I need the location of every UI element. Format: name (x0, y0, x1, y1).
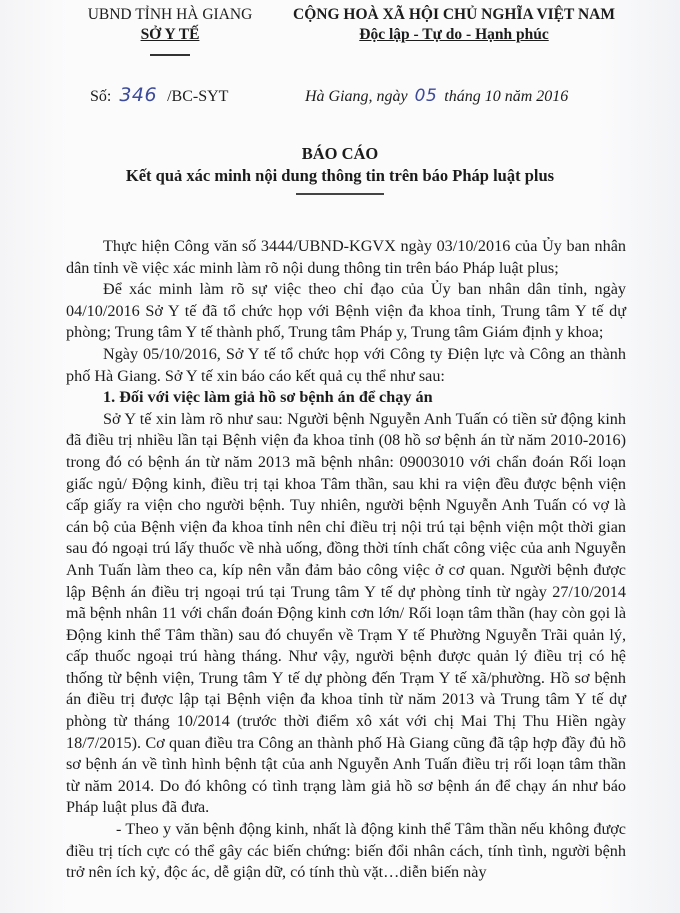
meeting-paragraph-2: Ngày 05/10/2016, Sở Y tế tổ chức họp với Công ty Điện lực và Công an thành phố Hà Giang. Sở Y tế xin báo cáo kết quả cụ thể như sau: (66, 344, 626, 385)
document-number-prefix: Số: (90, 88, 112, 105)
date-place-prefix: Hà Giang, ngày (305, 88, 408, 105)
report-title-block (60, 143, 620, 195)
section-1-paragraph: Sở Y tế xin làm rõ như sau: Người bệnh Nguyễn Anh Tuấn có tiền sử động kinh đã điều trị nhiều lần tại Bệnh viện đa khoa tỉnh (08 hồ sơ bệnh án từ năm 2010-2016) trong đó có bệnh án từ năm 2013 mã bệnh nhân: 09003010 với chẩn đoán Rối loạn giấc ngủ/ Động kinh, điều trị tại khoa Tâm thần, sau khi ra viện đều được bệnh viện cấp giấy ra viện cho người bệnh. Tuy nhiên, người bệnh Nguyễn Anh Tuấn có vợ là cán bộ của Bệnh viện đa khoa tỉnh nên chỉ điều trị nội trú tại bệnh viện một thời gian sau đó ngoại trú lấy thuốc về nhà uống, đồng thời tính chất công việc của anh Nguyễn Anh Tuấn làm theo ca, kíp nên vẫn đảm bảo công việc ở cơ quan. Người bệnh được lập Bệnh án điều trị ngoại trú tại Trung tâm Y tế dự phòng tỉnh từ ngày 27/10/2014 mã bệnh nhân 11 với chẩn đoán Động kinh cơn lớn/ Rối loạn tâm thần (hay còn gọi là Động kinh thể Tâm thần) sau đó chuyển về Trạm Y tế Phường Nguyễn Trãi quản lý, cấp thuốc ngoại trú hàng tháng. Như vậy, người bệnh được quản lý điều trị có hệ thống từ bệnh viện, Trung tâm Y tế dự phòng đến Trạm Y tế xã/phường. Hồ sơ bệnh án điều trị được lập tại Bệnh viện đa khoa tỉnh từ năm 2013 và Trung tâm Y tế dự phòng từ tháng 10/2014 (trước thời điểm xô xát với chị Mai Thị Thu Hiền ngày 18/7/2015). Cơ quan điều tra Công an thành phố Hà Giang cũng đã tập hợp đầy đủ hồ sơ bệnh án về tình hình bệnh tật của anh Nguyễn Anh Tuấn điều trị rối loạn tâm thần từ năm 2014. Do đó không có tình trạng làm giả hồ sơ bệnh án để chạy án như báo Pháp luật plus đã đưa. (66, 409, 626, 817)
report-subtitle: Kết quả xác minh nội dung thông tin trên báo Pháp luật plus (125, 166, 555, 185)
intro-paragraph: Thực hiện Công văn số 3444/UBND-KGVX ngày 03/10/2016 của Ủy ban nhân dân tỉnh về việc xác minh làm rõ nội dung thông tin trên báo Pháp luật plus; (66, 237, 626, 277)
document-number (90, 84, 228, 106)
header-divider (150, 54, 190, 56)
title-divider (296, 193, 384, 195)
issuing-agency-header (85, 5, 255, 56)
department-name: SỞ Y TẾ (140, 26, 200, 43)
national-header (286, 5, 622, 45)
date-line (305, 86, 568, 106)
date-month-year: tháng 10 năm 2016 (444, 88, 569, 105)
national-motto: Độc lập - Tự do - Hạnh phúc (359, 26, 549, 43)
report-body (66, 236, 626, 884)
bullet-paragraph: - Theo y văn bệnh động kinh, nhất là động kinh thể Tâm thần nếu không được điều trị tích cực có thể gây các biến chứng: biến đổi nhân cách, tính tình, người bệnh trở nên ích kỷ, độc ác, dễ giận dữ, có tính thù vặt…diễn biến này (66, 820, 626, 882)
country-name: CỘNG HOÀ XÃ HỘI CHỦ NGHĨA VIỆT NAM (293, 6, 615, 23)
handwritten-day: 05 (414, 86, 438, 106)
provincial-committee-name: UBND TỈNH HÀ GIANG (87, 6, 253, 23)
document-number-suffix: /BC-SYT (167, 88, 229, 105)
report-title: BÁO CÁO (301, 144, 379, 163)
section-1-heading: 1. Đối với việc làm giả hồ sơ bệnh án để chạy án (103, 388, 433, 407)
handwritten-document-number: 346 (119, 84, 158, 106)
meeting-paragraph-1: Để xác minh làm rõ sự việc theo chỉ đạo của Ủy ban nhân dân tỉnh, ngày 04/10/2016 Sở Y tế đã tổ chức họp với Bệnh viện đa khoa tỉnh, Trung tâm Y tế dự phòng; Trung tâm Y tế thành phố, Trung tâm Pháp y, Trung tâm Giám định y khoa; (66, 280, 626, 342)
